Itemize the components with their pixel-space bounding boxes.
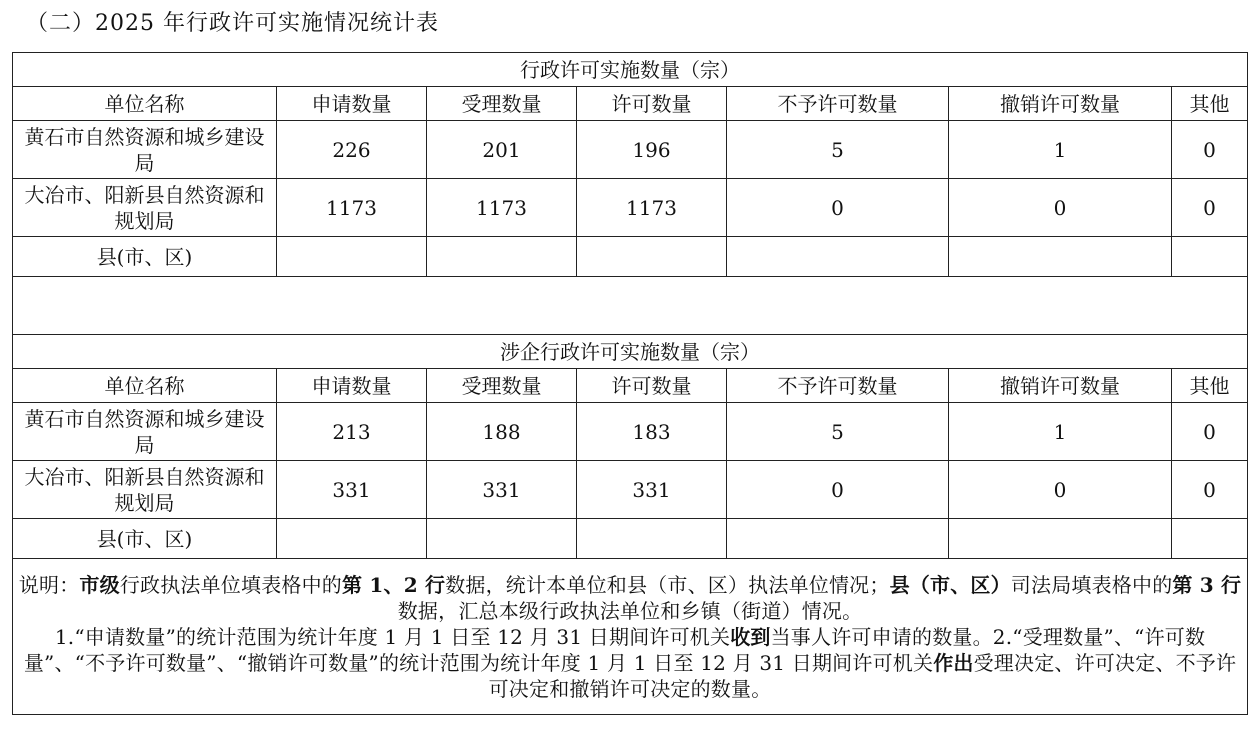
unit-name-cell: 县(市、区) bbox=[13, 237, 277, 277]
denied-count-cell: 5 bbox=[727, 403, 949, 461]
spacer-row bbox=[13, 277, 1248, 335]
unit-name-cell: 黄石市自然资源和城乡建设局 bbox=[13, 403, 277, 461]
accepted-count-cell bbox=[427, 519, 577, 559]
accepted-count-cell: 201 bbox=[427, 121, 577, 179]
apply-count-header: 申请数量 bbox=[277, 369, 427, 403]
notes-cell bbox=[13, 559, 1248, 715]
permit-count-header: 许可数量 bbox=[577, 369, 727, 403]
spacer-cell bbox=[13, 277, 1248, 335]
denied-count-cell: 0 bbox=[727, 179, 949, 237]
unit-column-header: 单位名称 bbox=[13, 87, 277, 121]
notes-emphasis: 市级 bbox=[79, 572, 120, 597]
revoked-count-cell: 1 bbox=[949, 121, 1172, 179]
unit-name-cell: 黄石市自然资源和城乡建设局 bbox=[13, 121, 277, 179]
notes-text: 司法局填表格中的 bbox=[1010, 572, 1173, 597]
accepted-count-cell: 331 bbox=[427, 461, 577, 519]
other-count-cell: 0 bbox=[1172, 461, 1248, 519]
revoked-count-cell bbox=[949, 519, 1172, 559]
permit-count-cell: 1173 bbox=[577, 179, 727, 237]
notes-text: 受理决定、许可决定、不予许可决定和撤销许可决定的数量。 bbox=[488, 650, 1237, 701]
notes-definition-paragraph bbox=[16, 624, 1244, 702]
other-count-cell: 0 bbox=[1172, 179, 1248, 237]
apply-count-cell: 1173 bbox=[277, 179, 427, 237]
table-row bbox=[13, 461, 1248, 519]
notes-emphasis: 第 3 行 bbox=[1172, 572, 1242, 597]
denied-count-cell: 5 bbox=[727, 121, 949, 179]
column-header-row bbox=[13, 369, 1248, 403]
notes-text: 说明： bbox=[18, 572, 80, 597]
apply-count-cell: 331 bbox=[277, 461, 427, 519]
notes-row bbox=[13, 559, 1248, 715]
notes-text: 数据，统计本单位和县（市、区）执法单位情况； bbox=[445, 572, 890, 597]
notes-emphasis: 第 1、2 行 bbox=[342, 572, 446, 597]
revoked-count-header: 撤销许可数量 bbox=[949, 87, 1172, 121]
denied-count-header: 不予许可数量 bbox=[727, 369, 949, 403]
apply-count-header: 申请数量 bbox=[277, 87, 427, 121]
apply-count-cell: 226 bbox=[277, 121, 427, 179]
other-count-cell: 0 bbox=[1172, 121, 1248, 179]
table-row bbox=[13, 519, 1248, 559]
other-count-cell: 0 bbox=[1172, 403, 1248, 461]
notes-emphasis: 作出 bbox=[933, 650, 974, 675]
revoked-count-cell: 0 bbox=[949, 179, 1172, 237]
permit-count-cell bbox=[577, 519, 727, 559]
permit-count-header: 许可数量 bbox=[577, 87, 727, 121]
denied-count-cell: 0 bbox=[727, 461, 949, 519]
column-header-row bbox=[13, 87, 1248, 121]
revoked-count-header: 撤销许可数量 bbox=[949, 369, 1172, 403]
permit-count-cell bbox=[577, 237, 727, 277]
other-count-cell bbox=[1172, 237, 1248, 277]
accepted-count-cell bbox=[427, 237, 577, 277]
table-row bbox=[13, 179, 1248, 237]
other-count-header: 其他 bbox=[1172, 87, 1248, 121]
other-count-header: 其他 bbox=[1172, 369, 1248, 403]
accepted-count-header: 受理数量 bbox=[427, 87, 577, 121]
notes-text: 数据，汇总本级行政执法单位和乡镇（街道）情况。 bbox=[397, 598, 863, 623]
unit-column-header: 单位名称 bbox=[13, 369, 277, 403]
statistics-table bbox=[12, 52, 1248, 715]
accepted-count-header: 受理数量 bbox=[427, 369, 577, 403]
table-row bbox=[13, 403, 1248, 461]
table-row bbox=[13, 121, 1248, 179]
other-count-cell bbox=[1172, 519, 1248, 559]
notes-scope-paragraph bbox=[16, 572, 1244, 624]
notes-text: 行政执法单位填表格中的 bbox=[119, 572, 343, 597]
unit-name-cell: 大冶市、阳新县自然资源和规划局 bbox=[13, 461, 277, 519]
notes-text: 1.“申请数量”的统计范围为统计年度 1 月 1 日至 12 月 31 日期间许可机关 bbox=[54, 624, 731, 649]
unit-name-cell: 县(市、区) bbox=[13, 519, 277, 559]
notes-emphasis: 县（市、区） bbox=[889, 572, 1011, 597]
denied-count-cell bbox=[727, 519, 949, 559]
section-heading-row bbox=[13, 53, 1248, 87]
permit-count-cell: 196 bbox=[577, 121, 727, 179]
revoked-count-cell: 1 bbox=[949, 403, 1172, 461]
unit-name-cell: 大冶市、阳新县自然资源和规划局 bbox=[13, 179, 277, 237]
notes-emphasis: 收到 bbox=[730, 624, 771, 649]
section-heading: 行政许可实施数量（宗） bbox=[13, 53, 1248, 87]
permit-count-cell: 331 bbox=[577, 461, 727, 519]
accepted-count-cell: 1173 bbox=[427, 179, 577, 237]
revoked-count-cell: 0 bbox=[949, 461, 1172, 519]
denied-count-cell bbox=[727, 237, 949, 277]
table-row bbox=[13, 237, 1248, 277]
revoked-count-cell bbox=[949, 237, 1172, 277]
apply-count-cell bbox=[277, 519, 427, 559]
section-heading-row bbox=[13, 335, 1248, 369]
apply-count-cell: 213 bbox=[277, 403, 427, 461]
denied-count-header: 不予许可数量 bbox=[727, 87, 949, 121]
permit-count-cell: 183 bbox=[577, 403, 727, 461]
accepted-count-cell: 188 bbox=[427, 403, 577, 461]
page-title: （二）2025 年行政许可实施情况统计表 bbox=[26, 11, 439, 36]
notes-text: 当事人许可申请的数量。2.“受理数量”、“许可数量”、“不予许可数量”、“撤销许可数量”的统计范围为统计年度 1 月 1 日至 12 月 31 日期间许可机关 bbox=[23, 624, 1206, 675]
section-heading: 涉企行政许可实施数量（宗） bbox=[13, 335, 1248, 369]
apply-count-cell bbox=[277, 237, 427, 277]
